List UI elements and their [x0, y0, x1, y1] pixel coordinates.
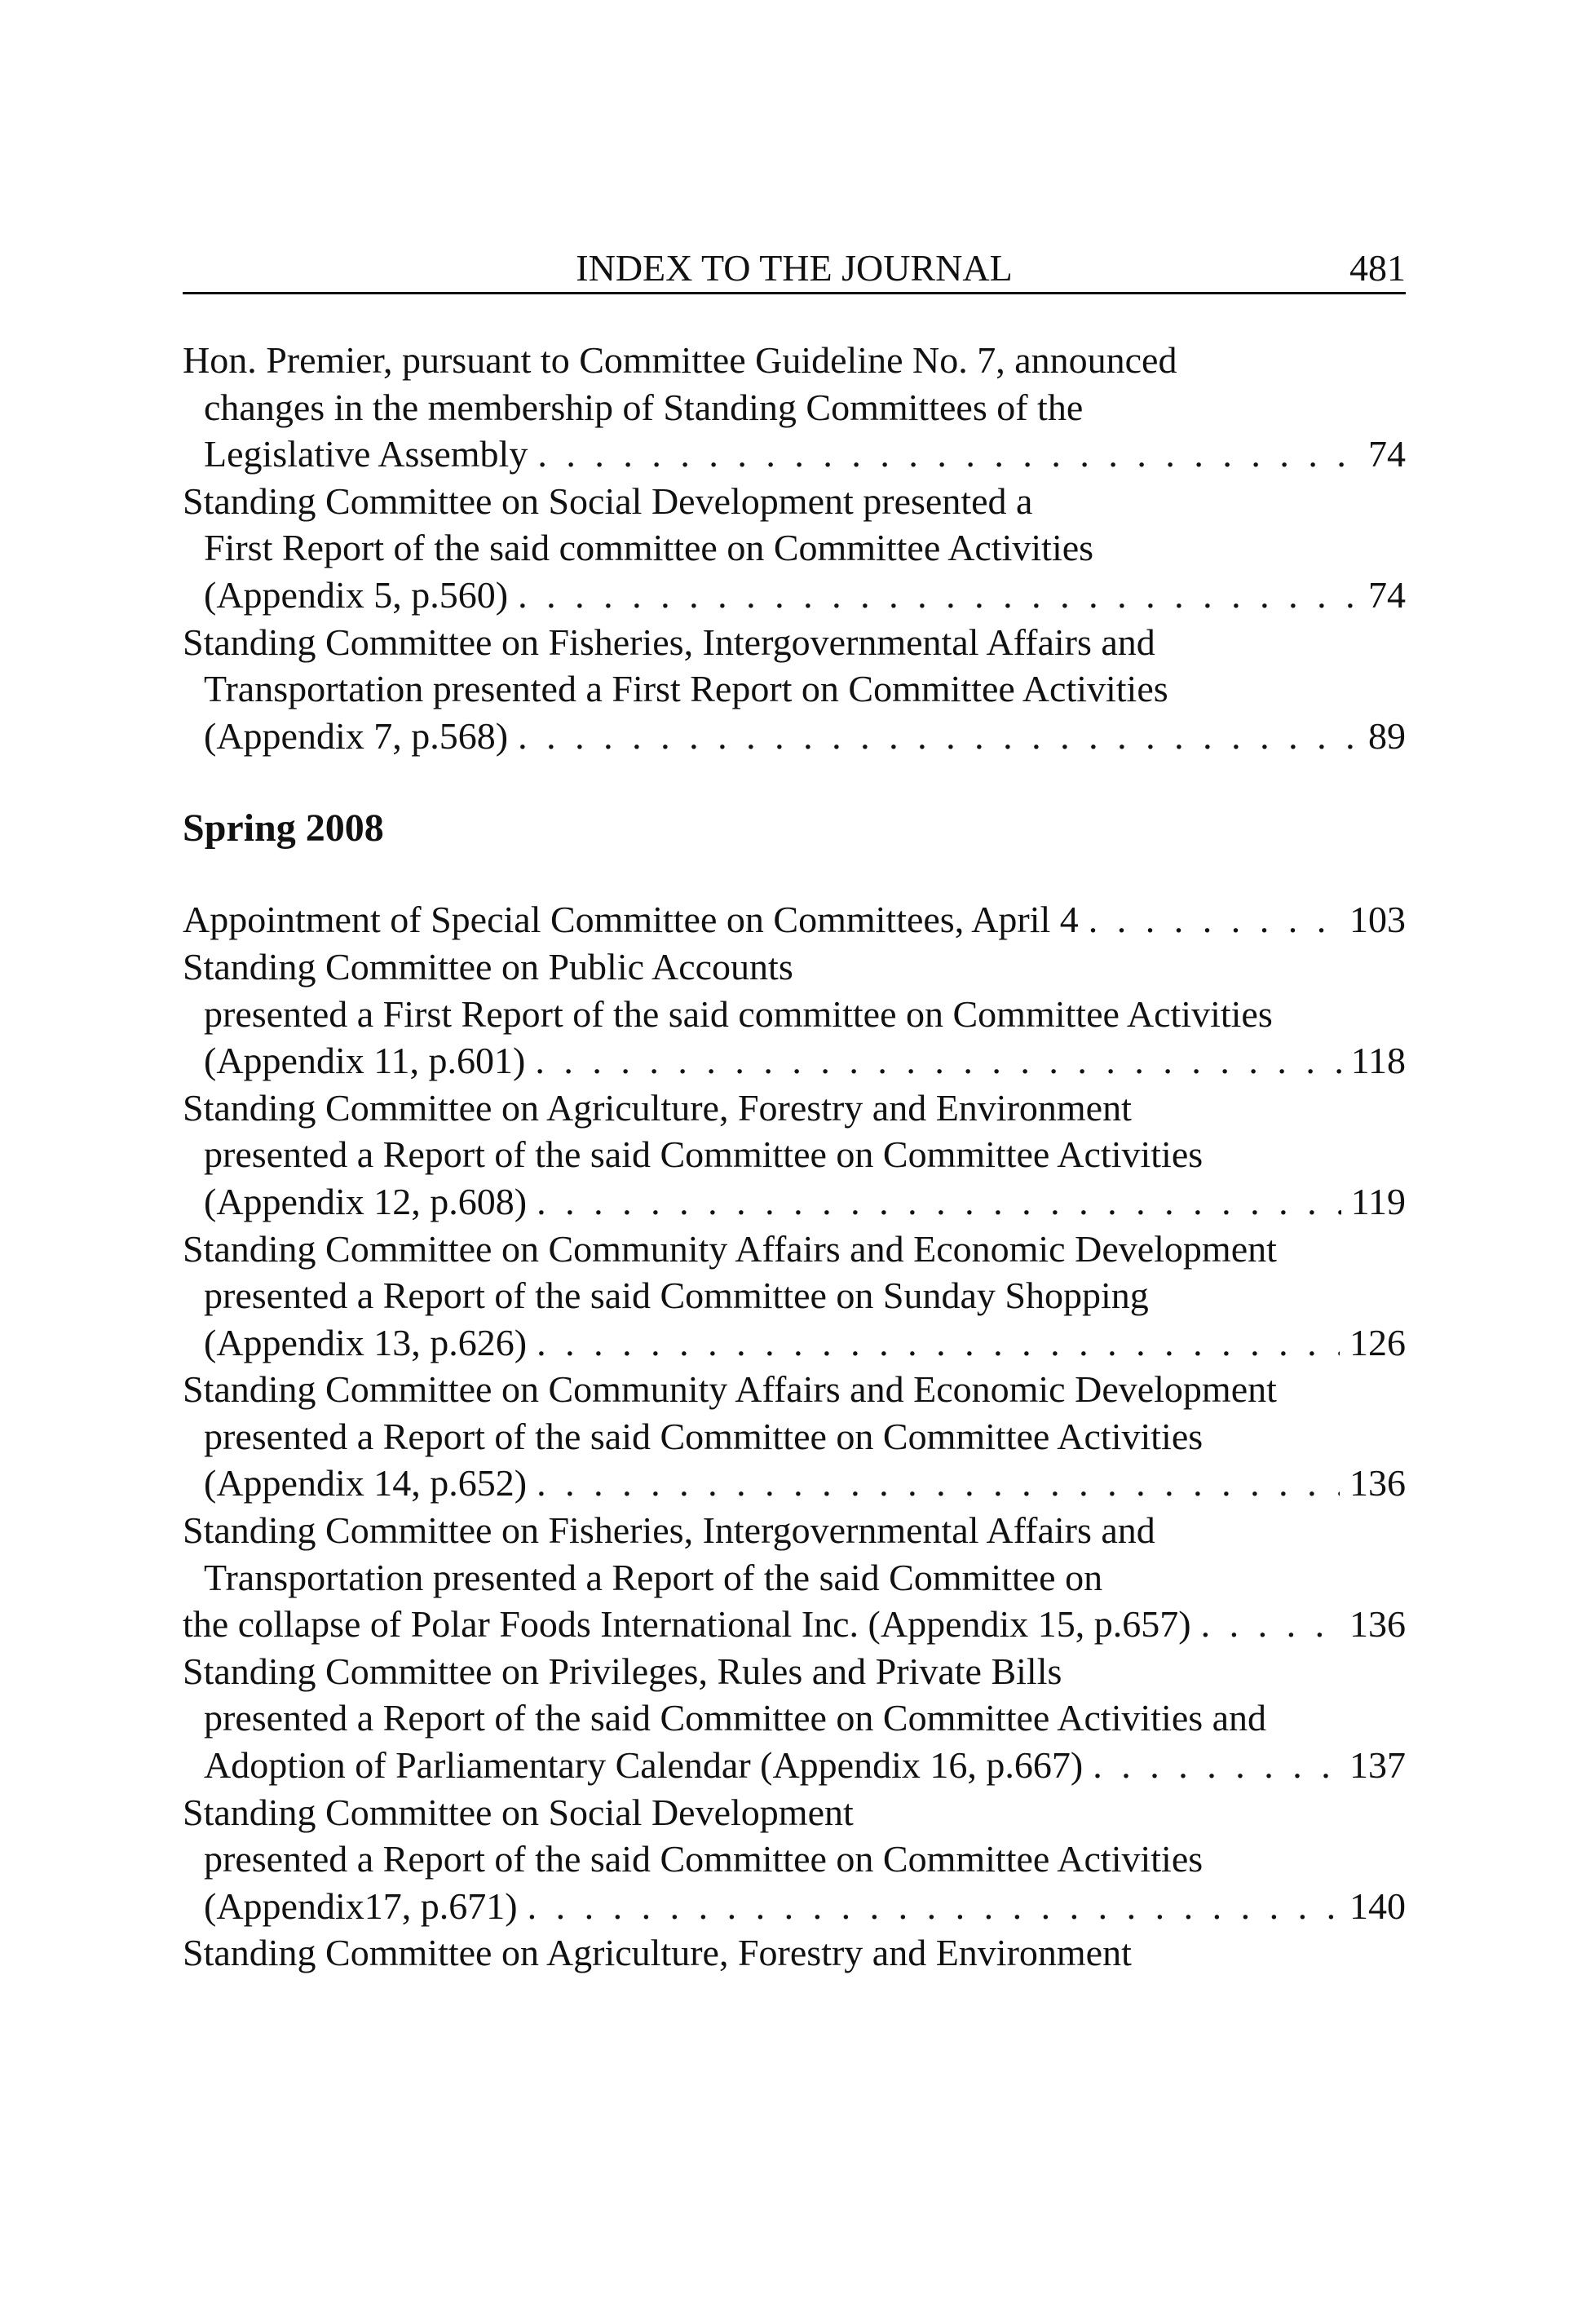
entry-page-number: 74 — [1368, 433, 1406, 475]
entry-leader-line — [183, 431, 1406, 478]
entry-text-line: Standing Committee on Public Accounts — [183, 945, 793, 987]
entry-page-number: 136 — [1349, 1462, 1406, 1504]
entry-page-number: 118 — [1350, 1040, 1406, 1082]
entry-text-line: presented a First Report of the said committee on Committee Activities — [204, 992, 1273, 1035]
index-entries-spring-2008 — [183, 896, 1406, 1977]
entry-text-line: Standing Committee on Fisheries, Intergovernmental Affairs and — [183, 621, 1155, 663]
entry-leader-line — [183, 1037, 1406, 1085]
entry-text-line: First Report of the said committee on Committee Activities — [204, 527, 1094, 569]
entry-reference: (Appendix 14, p.652) — [204, 1462, 528, 1504]
dot-leader — [537, 1319, 1340, 1367]
dot-leader — [1093, 1742, 1340, 1789]
entry-leader-line — [183, 713, 1406, 760]
entry-text-line: Standing Committee on Fisheries, Intergovernmental Affairs and — [183, 1509, 1155, 1552]
entry-page-number: 140 — [1349, 1884, 1406, 1927]
entry-text-line: presented a Report of the said Committee on Committee Activities — [204, 1838, 1204, 1880]
entry-leader-line — [183, 896, 1406, 943]
index-entry — [183, 1929, 1406, 1977]
entry-reference: (Appendix17, p.671) — [204, 1884, 518, 1927]
entry-reference: (Appendix 12, p.608) — [204, 1180, 528, 1222]
dot-leader — [537, 1460, 1340, 1507]
entry-page-number: 74 — [1368, 573, 1406, 616]
entry-page-number: 137 — [1349, 1744, 1406, 1787]
entry-text-line: Hon. Premier, pursuant to Committee Guideline No. 7, announced — [183, 339, 1177, 381]
entry-reference: Legislative Assembly — [204, 433, 528, 475]
index-entry — [183, 1085, 1406, 1226]
entry-leader-line — [183, 1178, 1406, 1226]
entry-leader-line — [183, 1460, 1406, 1507]
entry-text-line: presented a Report of the said Committee on Committee Activities — [204, 1133, 1204, 1176]
entry-leader-line — [183, 1883, 1406, 1930]
index-entry — [183, 943, 1406, 1085]
dot-leader — [528, 1883, 1340, 1930]
running-head — [183, 245, 1406, 294]
entry-text-line: Transportation presented a Report of the said Committee on — [204, 1556, 1103, 1598]
entry-text-line: presented a Report of the said Committee on Committee Activities and — [204, 1697, 1267, 1739]
entry-text-line: Standing Committee on Social Development — [183, 1791, 854, 1833]
index-entry — [183, 478, 1406, 619]
entry-text-line: Standing Committee on Social Development presented a — [183, 479, 1033, 522]
entry-text-line: Standing Committee on Community Affairs and Economic Development — [183, 1227, 1277, 1270]
section-heading: Spring 2008 — [183, 806, 384, 851]
entry-reference: (Appendix 7, p.568) — [204, 714, 509, 757]
entry-page-number: 136 — [1349, 1603, 1406, 1646]
index-entry — [183, 1366, 1406, 1507]
index-entry — [183, 619, 1406, 760]
entry-page-number: 119 — [1350, 1180, 1406, 1222]
entry-leader-line — [183, 1601, 1406, 1648]
entry-leader-line — [183, 1319, 1406, 1367]
dot-leader — [1089, 896, 1340, 943]
dot-leader — [537, 1178, 1341, 1226]
page-number: 481 — [1349, 247, 1406, 289]
dot-leader — [518, 713, 1358, 760]
index-entry — [183, 1507, 1406, 1648]
entry-reference: Adoption of Parliamentary Calendar (Appendix 16, p.667) — [204, 1744, 1084, 1787]
entry-reference: the collapse of Polar Foods International Inc. (Appendix 15, p.657) — [183, 1603, 1191, 1646]
entry-page-number: 103 — [1349, 899, 1406, 941]
entry-leader-line — [183, 572, 1406, 619]
entry-reference: (Appendix 11, p.601) — [204, 1040, 526, 1082]
entry-text-line: presented a Report of the said Committee on Sunday Shopping — [204, 1275, 1149, 1317]
entry-text-line: Standing Committee on Privileges, Rules and Private Bills — [183, 1650, 1062, 1692]
dot-leader — [537, 431, 1358, 478]
index-entry — [183, 1789, 1406, 1930]
entry-leader-line — [183, 1742, 1406, 1789]
index-entry — [183, 896, 1406, 943]
index-entry — [183, 1648, 1406, 1789]
dot-leader — [518, 572, 1358, 619]
entry-text-line: Transportation presented a First Report on Committee Activities — [204, 668, 1168, 710]
entry-page-number: 89 — [1368, 714, 1406, 757]
entry-reference: (Appendix 13, p.626) — [204, 1321, 528, 1363]
dot-leader — [1201, 1601, 1340, 1648]
index-entry — [183, 337, 1406, 478]
index-entry — [183, 1226, 1406, 1367]
entry-text-line: changes in the membership of Standing Committees of the — [204, 386, 1084, 428]
entry-reference: (Appendix 5, p.560) — [204, 573, 509, 616]
index-entries-before — [183, 337, 1406, 759]
journal-index-page — [183, 245, 1406, 1977]
entry-text-line: Standing Committee on Community Affairs and Economic Development — [183, 1368, 1277, 1411]
entry-text-line: presented a Report of the said Committee on Committee Activities — [204, 1415, 1204, 1457]
running-head-title: INDEX TO THE JOURNAL — [576, 247, 1013, 289]
entry-page-number: 126 — [1349, 1321, 1406, 1363]
entry-reference: Appointment of Special Committee on Committees, April 4 — [183, 899, 1079, 941]
entry-text-line: Standing Committee on Agriculture, Forestry and Environment — [183, 1932, 1132, 1974]
dot-leader — [535, 1037, 1340, 1085]
entry-text-line: Standing Committee on Agriculture, Forestry and Environment — [183, 1086, 1132, 1129]
